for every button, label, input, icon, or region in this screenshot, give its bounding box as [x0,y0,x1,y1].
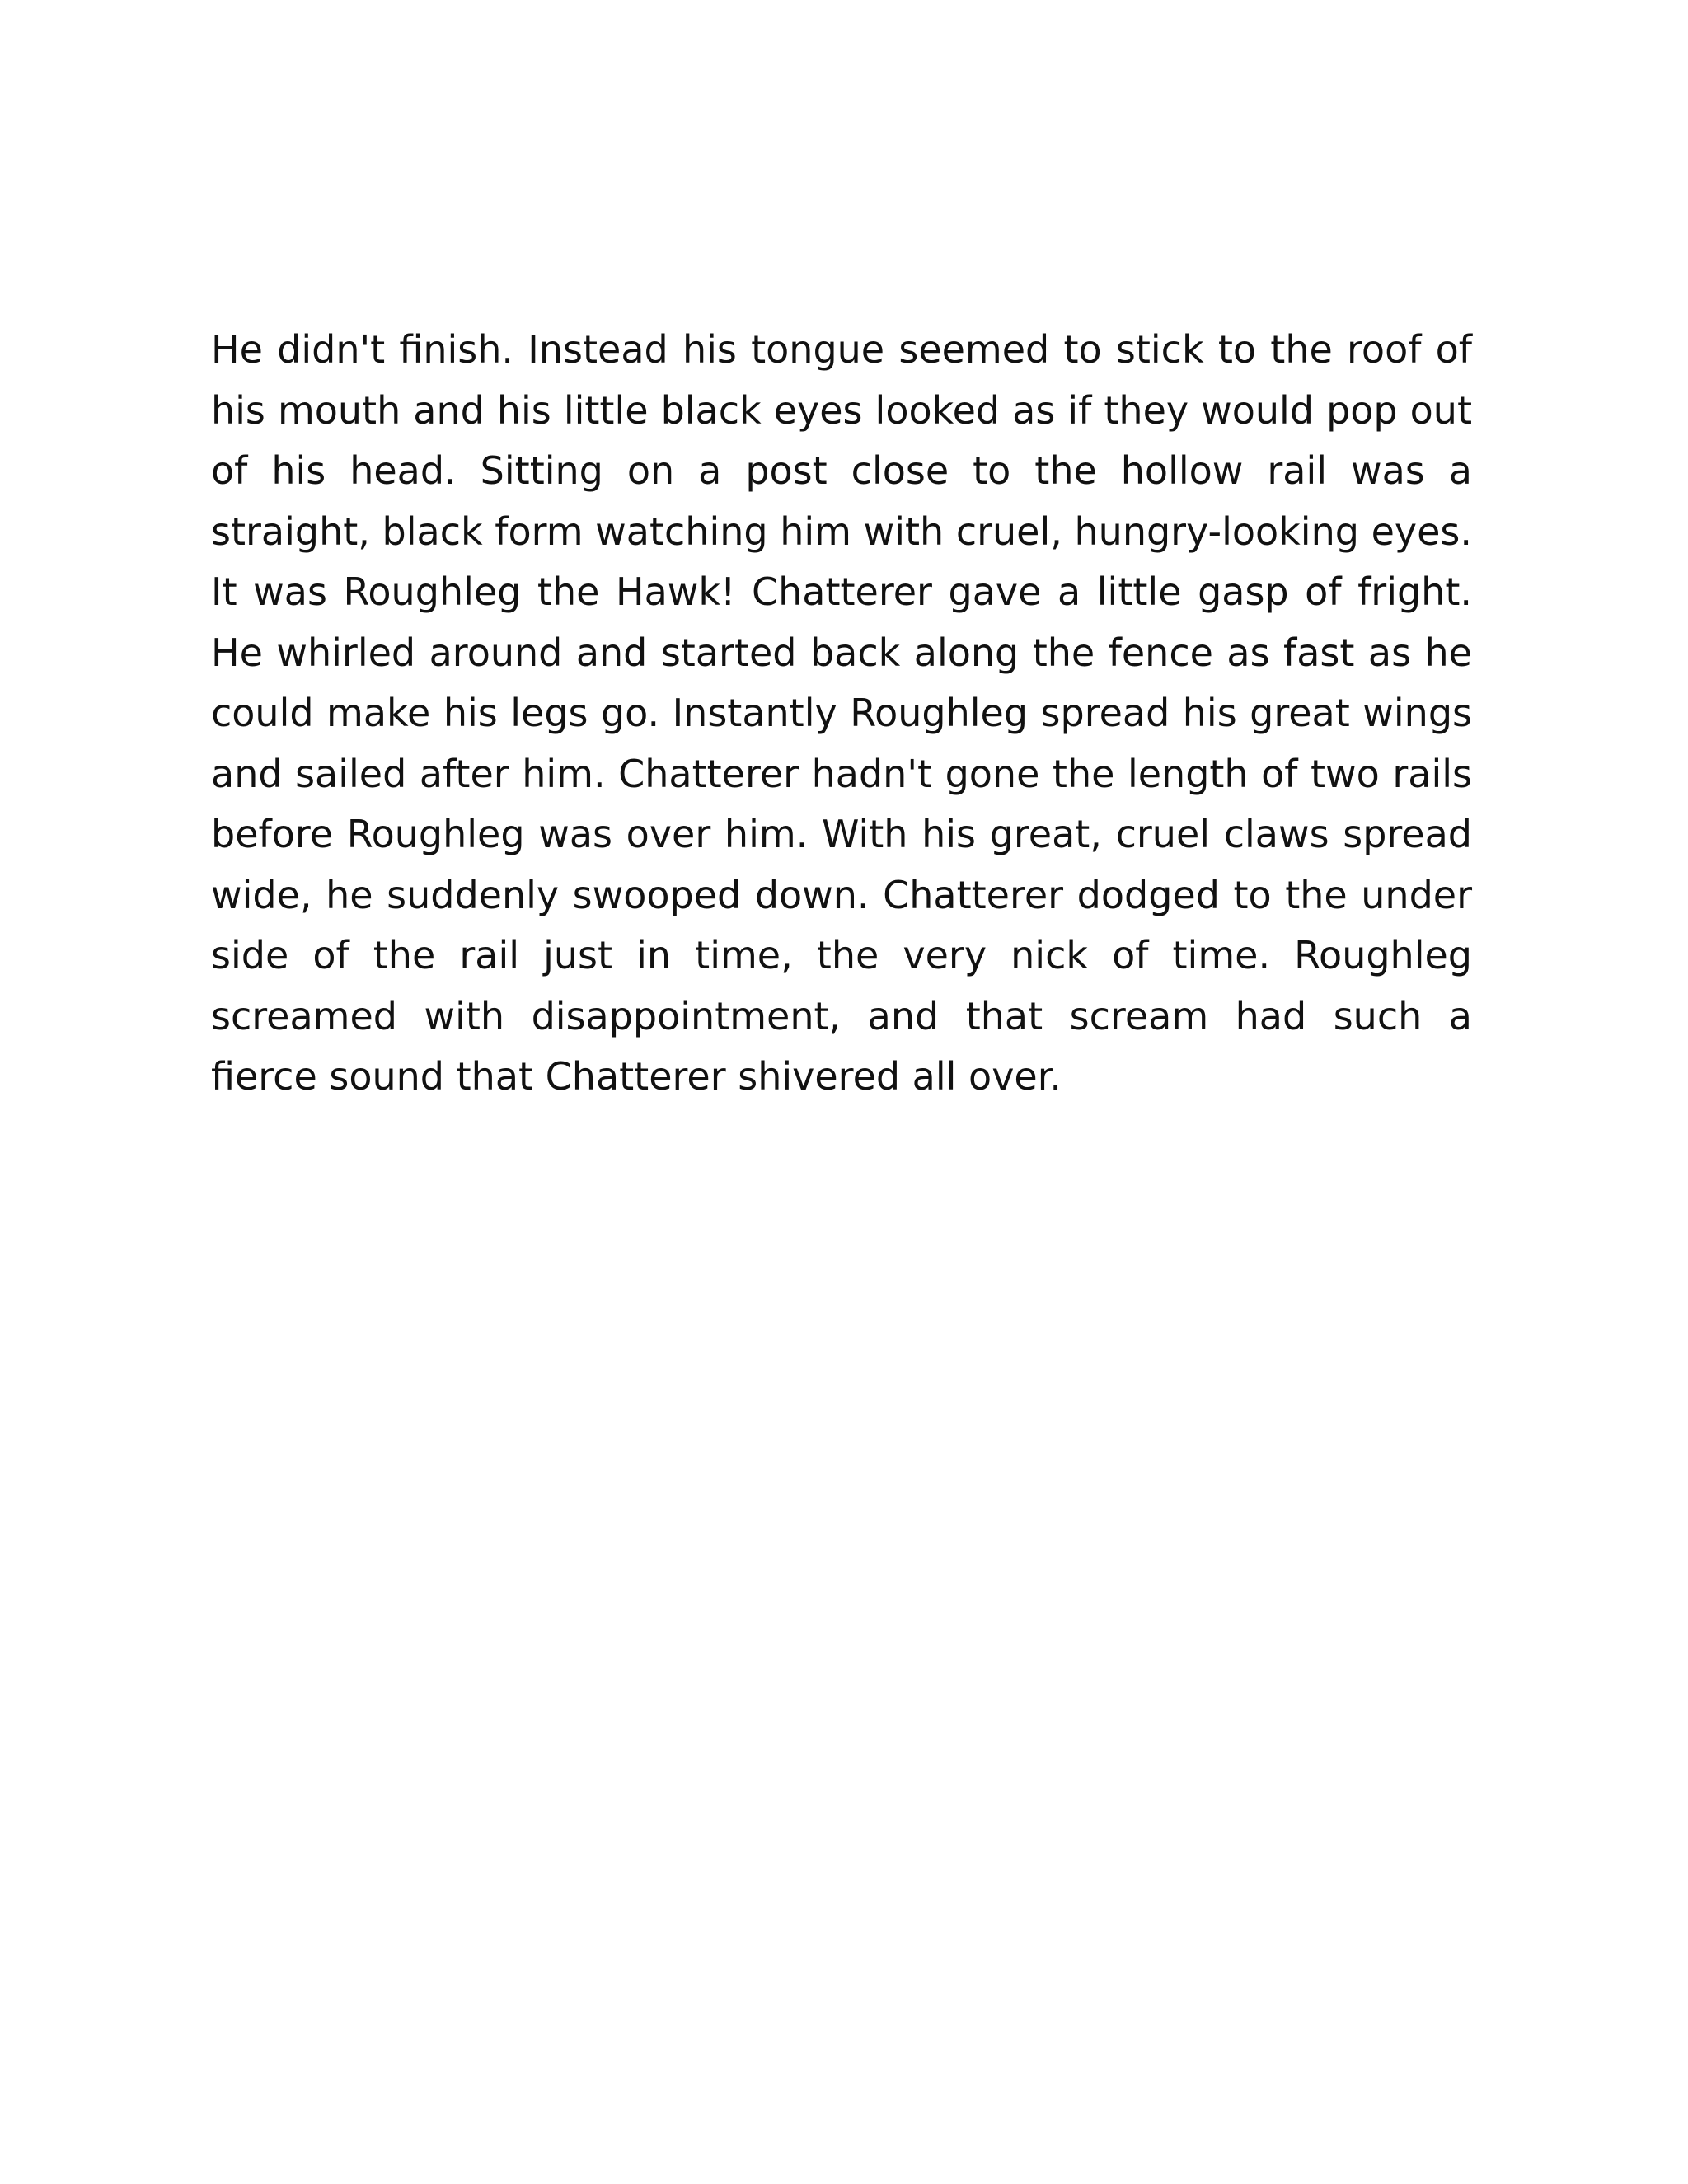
story-paragraph: He didn't finish. Instead his tongue seemed to stick to the roof of his mouth and his little black eyes looked as if they would pop out of his head. Sitting on a post close to the hollow rail was a straight, black form watching him with cruel, hungry-looking eyes. It was Roughleg the Hawk! Chatterer gave a little gasp of fright. He whirled around and started back along the fence as fast as he could make his legs go. Instantly Roughleg spread his great wings and sailed after him. Chatterer hadn't gone the length of two rails before Roughleg was over him. With his great, cruel claws spread wide, he suddenly swooped down. Chatterer dodged to the under side of the rail just in time, the very nick of time. Roughleg screamed with disappointment, and that scream had such a fierce sound that Chatterer shivered all over. [211,327,1472,1099]
